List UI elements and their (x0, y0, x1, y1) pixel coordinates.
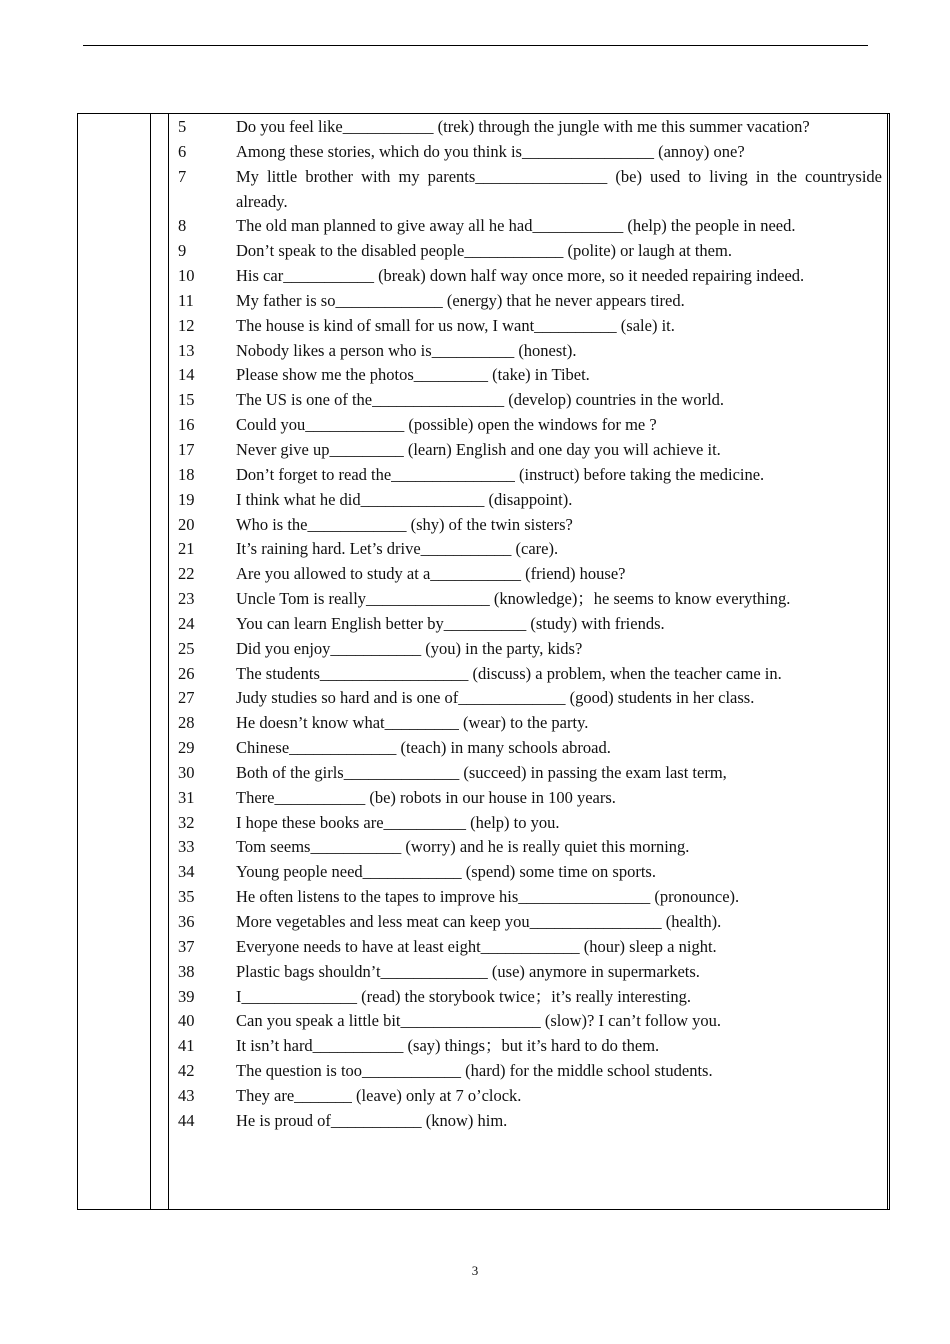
item-sentence: The old man planned to give away all he had___________ (help) the people in need. (236, 216, 796, 236)
exercise-item (178, 388, 882, 413)
item-number: 33 (178, 837, 195, 857)
exercise-item (178, 935, 882, 960)
item-sentence: The question is too____________ (hard) for the middle school students. (236, 1061, 713, 1081)
item-sentence: Don’t speak to the disabled people____________ (polite) or laugh at them. (236, 241, 732, 261)
exercise-item (178, 985, 882, 1010)
page-number: 3 (471, 1263, 479, 1278)
item-sentence: He often listens to the tapes to improve his________________ (pronounce). (236, 887, 740, 907)
item-sentence: Please show me the photos_________ (take) in Tibet. (236, 365, 590, 385)
item-sentence: It isn’t hard___________ (say) things；but it’s hard to do them. (236, 1036, 660, 1056)
exercise-item (178, 637, 882, 662)
exercise-item (178, 463, 882, 488)
item-number: 43 (178, 1085, 195, 1105)
exercise-item (178, 811, 882, 836)
item-sentence: Who is the____________ (shy) of the twin sisters? (236, 514, 573, 534)
item-number: 16 (178, 415, 195, 435)
item-number: 9 (178, 241, 187, 261)
exercise-item (178, 860, 882, 885)
item-number: 34 (178, 862, 195, 882)
item-number: 38 (178, 961, 195, 981)
exercise-item (178, 314, 882, 339)
item-number: 17 (178, 439, 195, 459)
exercise-item (178, 562, 882, 587)
exercise-item (178, 140, 882, 165)
item-sentence: His car___________ (break) down half way once more, so it needed repairing indeed. (236, 266, 805, 286)
exercise-item (178, 1084, 882, 1109)
item-sentence: I hope these books are__________ (help) to you. (236, 812, 560, 832)
item-sentence: They are_______ (leave) only at 7 o’clock. (236, 1085, 522, 1105)
exercise-item (178, 264, 882, 289)
item-number: 30 (178, 762, 195, 782)
item-number: 42 (178, 1061, 195, 1081)
item-number: 11 (178, 290, 194, 310)
item-sentence: My little brother with my parents________________ (be) used to living in the countryside already. (236, 166, 882, 211)
item-sentence: Could you____________ (possible) open the windows for me ? (236, 415, 657, 435)
item-sentence: Tom seems___________ (worry) and he is really quiet this morning. (236, 837, 690, 857)
exercise-item (178, 686, 882, 711)
item-number: 14 (178, 365, 195, 385)
exercise-item (178, 1034, 882, 1059)
exercise-item (178, 711, 882, 736)
item-sentence: Both of the girls______________ (succeed) in passing the exam last term, (236, 762, 727, 782)
exercise-item (178, 438, 882, 463)
item-number: 23 (178, 589, 195, 609)
item-sentence: Among these stories, which do you think is________________ (annoy) one? (236, 141, 745, 161)
item-sentence: The students__________________ (discuss) a problem, when the teacher came in. (236, 663, 782, 683)
item-sentence: Judy studies so hard and is one of_____________ (good) students in her class. (236, 688, 755, 708)
exercise-item (178, 1109, 882, 1134)
item-number: 35 (178, 887, 195, 907)
item-sentence: He is proud of___________ (know) him. (236, 1110, 508, 1130)
item-sentence: There___________ (be) robots in our house in 100 years. (236, 787, 616, 807)
item-sentence: Chinese_____________ (teach) in many schools abroad. (236, 738, 611, 758)
exercise-item (178, 960, 882, 985)
item-number: 18 (178, 464, 195, 484)
item-number: 44 (178, 1110, 195, 1130)
exercise-item (178, 165, 882, 215)
exercise-list (178, 115, 882, 1134)
exercise-item (178, 339, 882, 364)
exercise-item (178, 363, 882, 388)
exercise-item (178, 761, 882, 786)
item-sentence: He doesn’t know what_________ (wear) to the party. (236, 713, 589, 733)
column-divider (887, 113, 888, 1210)
item-number: 15 (178, 390, 195, 410)
item-number: 31 (178, 787, 195, 807)
item-number: 37 (178, 936, 195, 956)
item-number: 21 (178, 539, 195, 559)
exercise-item (178, 239, 882, 264)
item-sentence: Everyone needs to have at least eight____________ (hour) sleep a night. (236, 936, 717, 956)
item-sentence: Did you enjoy___________ (you) in the party, kids? (236, 638, 583, 658)
item-sentence: The US is one of the________________ (develop) countries in the world. (236, 390, 725, 410)
exercise-item (178, 115, 882, 140)
exercise-item (178, 214, 882, 239)
item-number: 20 (178, 514, 195, 534)
item-sentence: The house is kind of small for us now, I want__________ (sale) it. (236, 315, 675, 335)
column-divider (168, 113, 169, 1210)
item-number: 19 (178, 489, 195, 509)
item-sentence: Are you allowed to study at a___________ (friend) house? (236, 564, 626, 584)
item-number: 28 (178, 713, 195, 733)
item-sentence: Can you speak a little bit_________________ (slow)? I can’t follow you. (236, 1011, 721, 1031)
item-sentence: Do you feel like___________ (trek) through the jungle with me this summer vacation? (236, 117, 810, 136)
item-number: 32 (178, 812, 195, 832)
exercise-item (178, 910, 882, 935)
item-number: 40 (178, 1011, 195, 1031)
item-sentence: Don’t forget to read the_______________ (instruct) before taking the medicine. (236, 464, 765, 484)
item-sentence: I______________ (read) the storybook twice；it’s really interesting. (236, 986, 692, 1006)
exercise-item (178, 587, 882, 612)
item-number: 7 (178, 166, 187, 186)
exercise-item (178, 413, 882, 438)
exercise-item (178, 736, 882, 761)
item-number: 22 (178, 564, 195, 584)
exercise-item (178, 786, 882, 811)
exercise-item (178, 513, 882, 538)
item-number: 41 (178, 1036, 195, 1056)
exercise-item (178, 289, 882, 314)
header-rule (83, 45, 868, 46)
item-number: 29 (178, 738, 195, 758)
item-number: 6 (178, 141, 187, 161)
exercise-item (178, 835, 882, 860)
exercise-item (178, 885, 882, 910)
exercise-item (178, 537, 882, 562)
exercise-item (178, 1059, 882, 1084)
item-number: 12 (178, 315, 195, 335)
item-number: 26 (178, 663, 195, 683)
item-sentence: I think what he did_______________ (disappoint). (236, 489, 573, 509)
item-number: 39 (178, 986, 195, 1006)
item-number: 8 (178, 216, 187, 236)
item-number: 36 (178, 912, 195, 931)
item-number: 27 (178, 688, 195, 708)
item-number: 24 (178, 613, 195, 633)
item-number: 13 (178, 340, 195, 360)
item-sentence: Plastic bags shouldn’t_____________ (use) anymore in supermarkets. (236, 961, 700, 981)
item-sentence: Young people need____________ (spend) some time on sports. (236, 862, 656, 882)
item-number: 25 (178, 638, 195, 658)
exercise-item (178, 662, 882, 687)
item-sentence: You can learn English better by__________ (study) with friends. (236, 613, 665, 633)
item-sentence: It’s raining hard. Let’s drive___________ (care). (236, 539, 559, 559)
item-number: 10 (178, 266, 195, 286)
item-sentence: Uncle Tom is really_______________ (knowledge)；he seems to know everything. (236, 589, 791, 609)
exercise-item (178, 488, 882, 513)
item-sentence: My father is so_____________ (energy) that he never appears tired. (236, 290, 685, 310)
item-sentence: More vegetables and less meat can keep you________________ (health). (236, 912, 722, 931)
exercise-item (178, 612, 882, 637)
exercise-item (178, 1009, 882, 1034)
item-sentence: Nobody likes a person who is__________ (honest). (236, 340, 577, 360)
item-number: 5 (178, 117, 187, 136)
column-divider (150, 113, 151, 1210)
item-sentence: Never give up_________ (learn) English and one day you will achieve it. (236, 439, 721, 459)
